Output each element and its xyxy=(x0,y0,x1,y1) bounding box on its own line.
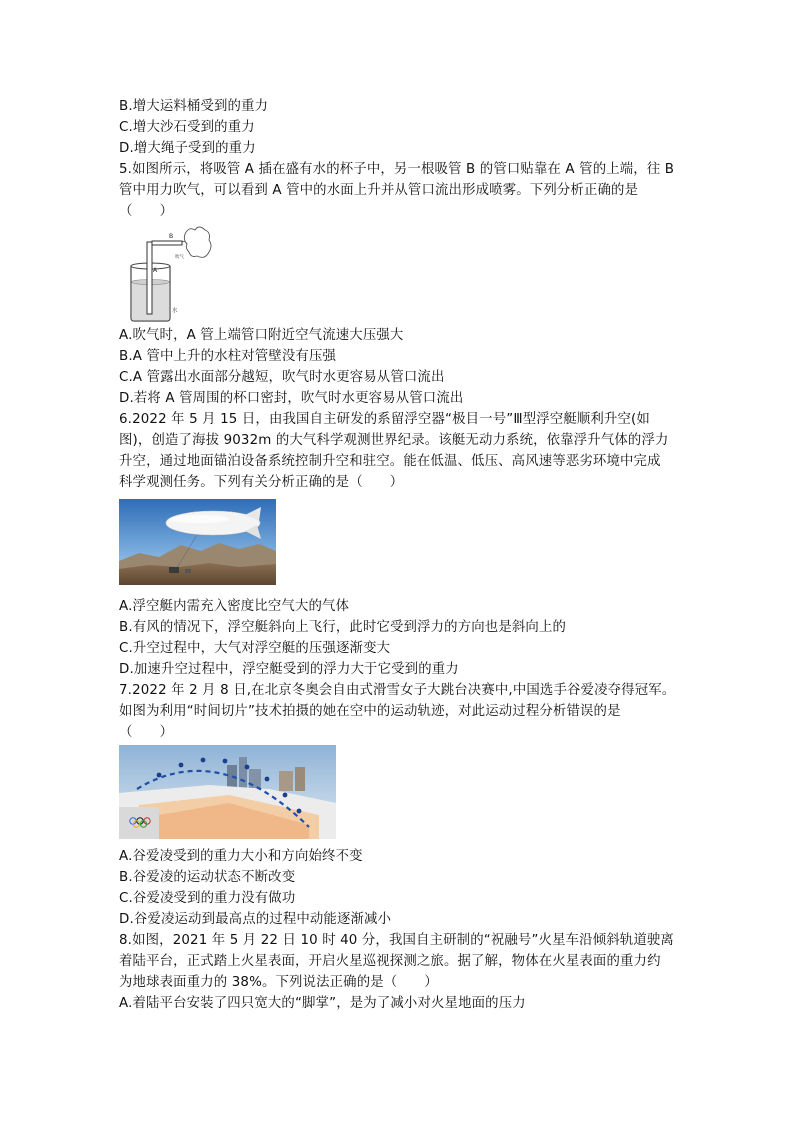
q7-option-b: B.谷爱凌的运动状态不断改变 xyxy=(119,870,296,885)
q4-option-c: C.增大沙石受到的重力 xyxy=(119,120,255,135)
ski-jump-illustration xyxy=(119,745,336,839)
q5-option-b: B.A 管中上升的水柱对管壁没有压强 xyxy=(119,349,337,364)
q5-stem-line3: （ ） xyxy=(119,204,174,219)
q8-option-a: A.着陆平台安装了四只宽大的“脚掌”，是为了减小对火星地面的压力 xyxy=(119,996,526,1011)
q7-stem-line1: 7.2022 年 2 月 8 日,在北京冬奥会自由式滑雪女子大跳台决赛中,中国选手谷爱凌夺得冠军。 xyxy=(119,683,676,698)
q7-option-c: C.谷爱凌受到的重力没有做功 xyxy=(119,891,296,906)
q5-stem-line2: 管中用力吹气，可以看到 A 管中的水面上升并从管口流出形成喷雾。下列分析正确的是 xyxy=(119,183,639,198)
q5-option-a: A.吹气时，A 管上端管口附近空气流速大压强大 xyxy=(119,328,404,343)
q5-option-c: C.A 管露出水面部分越短，吹气时水更容易从管口流出 xyxy=(119,370,445,385)
q7-option-d: D.谷爱凌运动到最高点的过程中动能逐渐减小 xyxy=(119,912,392,927)
q7-stem-line2: 如图为利用“时间切片”技术拍摄的她在空中的运动轨迹，对此运动过程分析错误的是 xyxy=(119,704,621,719)
q8-stem-line1: 8.如图，2021 年 5 月 22 日 10 时 40 分，我国自主研制的“祝融号”火星车沿倾斜轨道驶离 xyxy=(119,933,674,948)
straw-experiment-figure xyxy=(119,222,225,322)
q4-option-d: D.增大绳子受到的重力 xyxy=(119,141,256,156)
q6-option-d: D.加速升空过程中，浮空艇受到的浮力大于它受到的重力 xyxy=(119,662,459,677)
blow-label: 吹气 xyxy=(175,255,184,260)
q7-option-a: A.谷爱凌受到的重力大小和方向始终不变 xyxy=(119,849,363,864)
q8-stem-line2: 着陆平台，正式踏上火星表面，开启火星巡视探测之旅。据了解，物体在火星表面的重力约 xyxy=(119,954,661,969)
q6-stem-line2: 图)，创造了海拔 9032m 的大气科学观测世界纪录。该艇无动力系统，依靠浮升气体的浮力 xyxy=(119,433,669,448)
aerostat-photo xyxy=(119,499,276,585)
q6-option-b: B.有风的情况下，浮空艇斜向上飞行，此时它受到浮力的方向也是斜向上的 xyxy=(119,620,567,635)
q6-stem-line3: 升空，通过地面锚泊设备系统控制升空和驻空。能在低温、低压、高风速等恶劣环境中完成 xyxy=(119,454,661,469)
aerostat-illustration xyxy=(119,499,276,585)
q6-option-a: A.浮空艇内需充入密度比空气大的气体 xyxy=(119,599,350,614)
water-label: 水 xyxy=(172,308,178,314)
q8-stem-line3: 为地球表面重力的 38%。下列说法正确的是（ ） xyxy=(119,975,438,990)
q5-stem-line1: 5.如图所示，将吸管 A 插在盛有水的杯子中，另一根吸管 B 的管口贴靠在 A 管的上端，往 B xyxy=(119,162,675,177)
ski-jump-photo xyxy=(119,745,336,839)
straw-experiment-diagram xyxy=(119,222,225,322)
tube-a-label: A xyxy=(153,267,158,274)
q6-option-c: C.升空过程中，大气对浮空艇的压强逐渐变大 xyxy=(119,641,391,656)
q6-stem-line4: 科学观测任务。下列有关分析正确的是（ ） xyxy=(119,475,404,490)
q7-stem-line3: （ ） xyxy=(119,725,174,740)
q5-option-d: D.若将 A 管周围的杯口密封，吹气时水更容易从管口流出 xyxy=(119,391,464,406)
q4-option-b: B.增大运料桶受到的重力 xyxy=(119,99,269,114)
tube-b-label: B xyxy=(169,233,174,240)
q6-stem-line1: 6.2022 年 5 月 15 日，由我国自主研发的系留浮空器“极目一号”Ⅲ型浮空艇顺利升空(如 xyxy=(119,412,650,427)
